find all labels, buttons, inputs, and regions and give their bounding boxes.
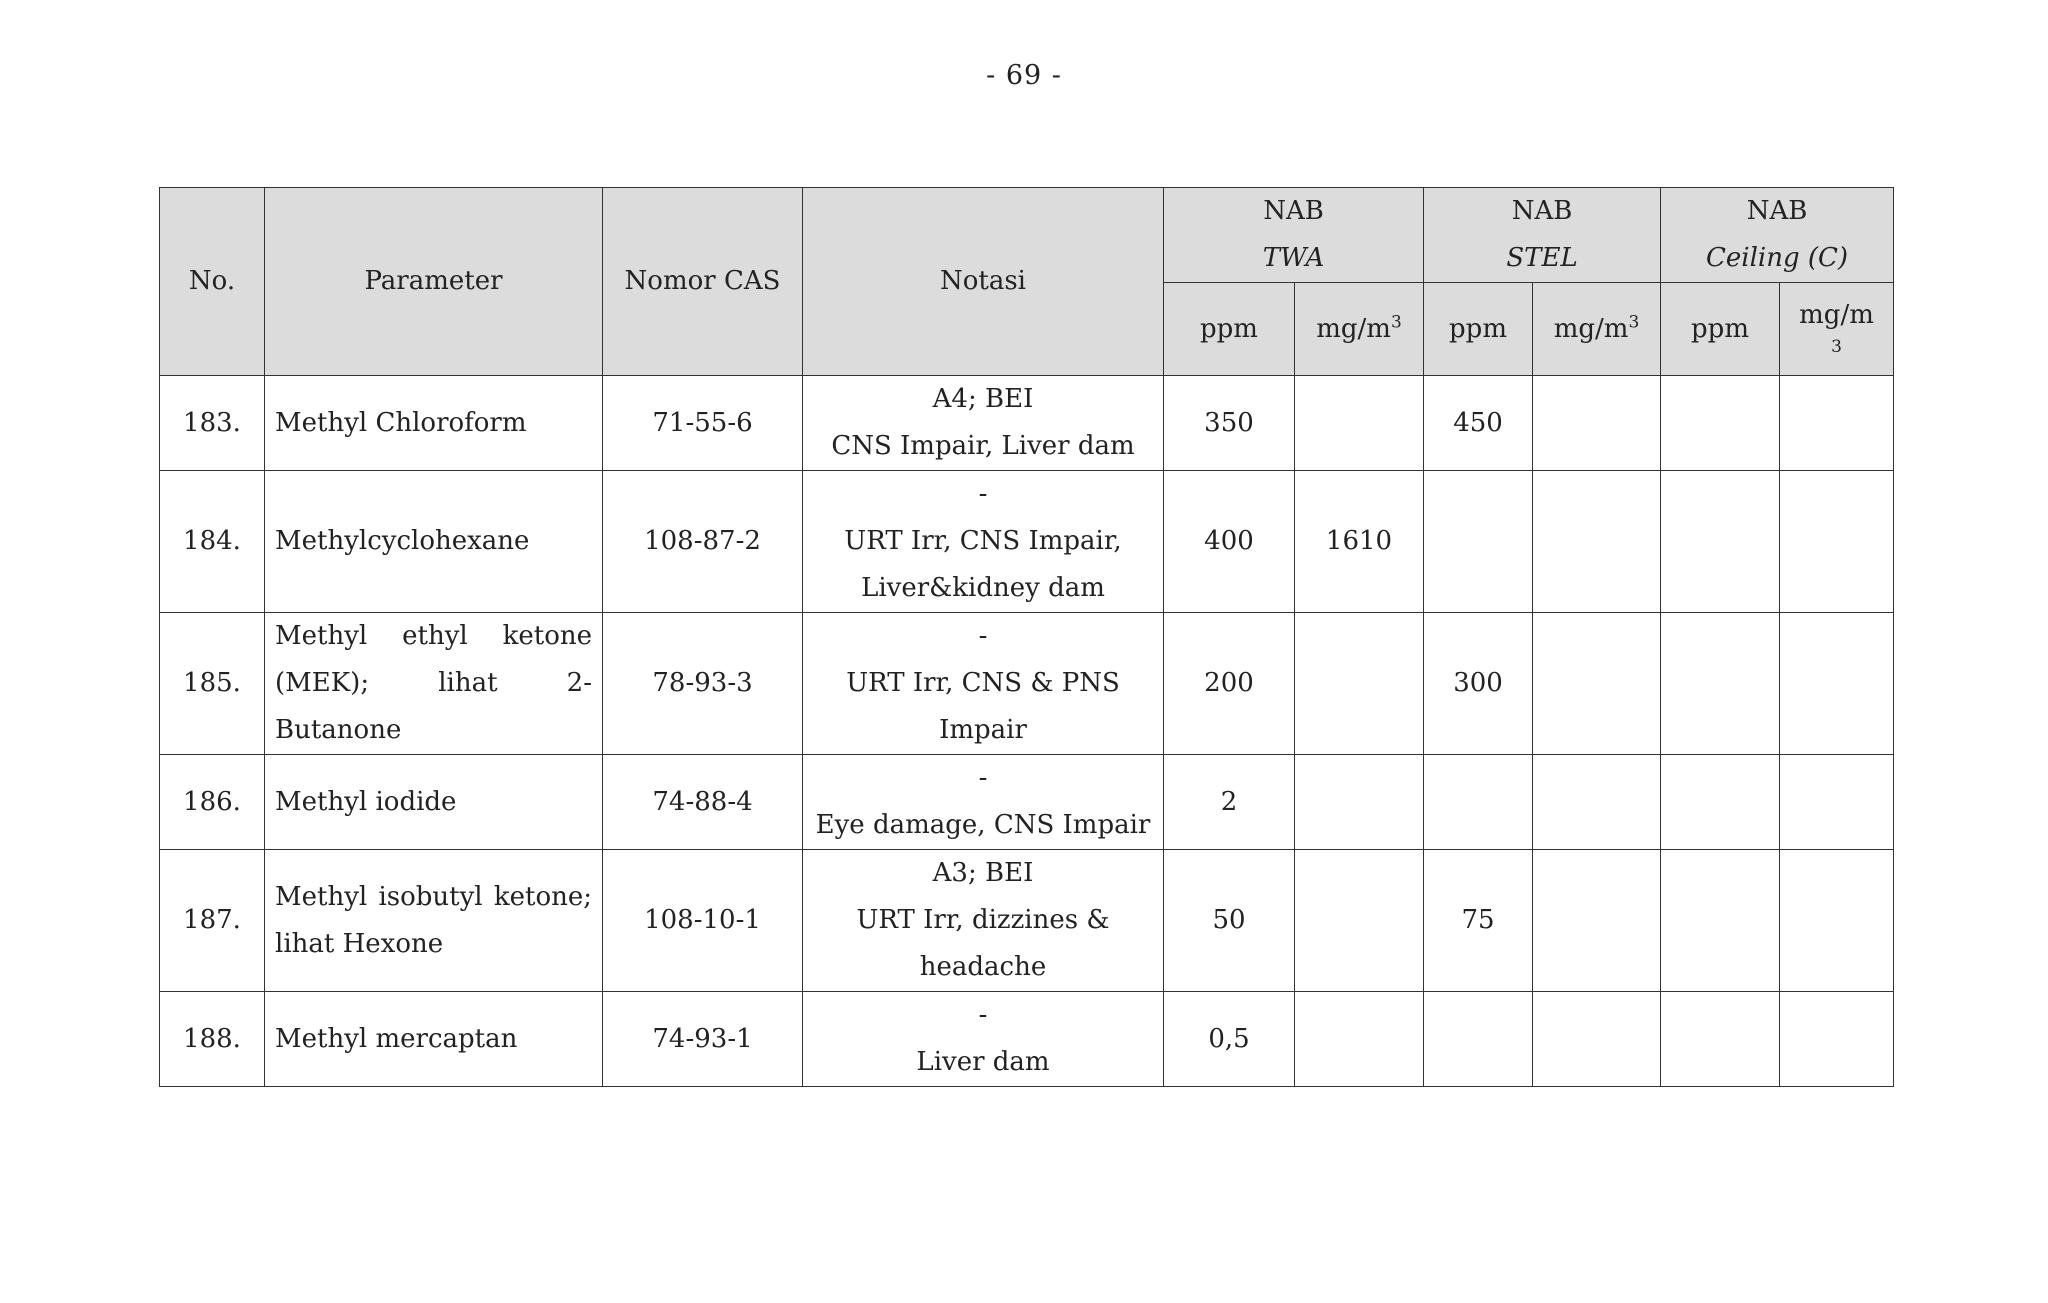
header-nab-twa <box>1164 188 1424 283</box>
header-notasi: Notasi <box>803 188 1164 376</box>
table-row <box>160 471 1894 613</box>
cell-stel-ppm <box>1424 755 1533 850</box>
cell-cas: 74-93-1 <box>603 992 803 1087</box>
cell-stel-mgm <box>1533 613 1661 755</box>
cell-twa-mgm <box>1295 992 1424 1087</box>
cell-ceiling-ppm <box>1661 471 1780 613</box>
cell-twa-mgm <box>1295 850 1424 992</box>
table-body <box>160 376 1894 1087</box>
cell-no: 187. <box>160 850 265 992</box>
notasi-line: A3; BEI <box>932 858 1034 888</box>
notasi-line: headache <box>919 952 1047 982</box>
header-stel-ppm: ppm <box>1424 283 1533 376</box>
header-twa-ppm: ppm <box>1164 283 1295 376</box>
cell-twa-mgm <box>1295 755 1424 850</box>
cell-notasi <box>803 992 1164 1087</box>
cell-twa-ppm: 50 <box>1164 850 1295 992</box>
cell-notasi <box>803 613 1164 755</box>
cell-twa-mgm <box>1295 613 1424 755</box>
notasi-line: - <box>978 763 988 793</box>
cell-cas: 71-55-6 <box>603 376 803 471</box>
notasi-line: Liver dam <box>916 1047 1050 1077</box>
notasi-line: Impair <box>939 715 1027 745</box>
cell-ceiling-mgm <box>1780 850 1894 992</box>
cell-no: 184. <box>160 471 265 613</box>
cell-ceiling-mgm <box>1780 992 1894 1087</box>
header-twa-mgm <box>1295 283 1424 376</box>
header-cas: Nomor CAS <box>603 188 803 376</box>
cell-parameter: Methylcyclohexane <box>265 471 603 613</box>
header-twa-mgm-exp: 3 <box>1390 311 1402 332</box>
header-ceiling-top: NAB <box>1746 196 1808 226</box>
table-row <box>160 613 1894 755</box>
cell-ceiling-ppm <box>1661 376 1780 471</box>
notasi-line: CNS Impair, Liver dam <box>831 431 1135 461</box>
header-nab-stel <box>1424 188 1661 283</box>
cell-ceiling-mgm <box>1780 613 1894 755</box>
notasi-line: - <box>978 479 988 509</box>
cell-stel-ppm: 450 <box>1424 376 1533 471</box>
header-ceiling-mgm-exp: 3 <box>1831 337 1842 357</box>
header-ceiling-mgm-unit: mg/m <box>1799 300 1874 330</box>
cell-cas: 78-93-3 <box>603 613 803 755</box>
notasi-line: URT Irr, CNS & PNS <box>846 668 1120 698</box>
cell-cas: 108-10-1 <box>603 850 803 992</box>
cell-no: 185. <box>160 613 265 755</box>
header-parameter: Parameter <box>265 188 603 376</box>
header-ceiling-sub: Ceiling (C) <box>1705 243 1849 273</box>
cell-twa-mgm <box>1295 376 1424 471</box>
cell-notasi <box>803 755 1164 850</box>
table-row <box>160 376 1894 471</box>
cell-ceiling-ppm <box>1661 992 1780 1087</box>
table-row <box>160 850 1894 992</box>
nab-table <box>159 187 1894 1087</box>
cell-ceiling-ppm <box>1661 850 1780 992</box>
header-stel-mgm-unit: mg/m <box>1553 313 1629 344</box>
cell-ceiling-ppm <box>1661 613 1780 755</box>
table-row <box>160 755 1894 850</box>
cell-stel-mgm <box>1533 992 1661 1087</box>
notasi-line: Eye damage, CNS Impair <box>815 810 1151 840</box>
cell-ceiling-mgm <box>1780 376 1894 471</box>
cell-notasi <box>803 376 1164 471</box>
cell-notasi <box>803 471 1164 613</box>
header-no: No. <box>160 188 265 376</box>
header-stel-mgm <box>1533 283 1661 376</box>
cell-twa-ppm: 350 <box>1164 376 1295 471</box>
header-stel-sub: STEL <box>1506 243 1578 273</box>
cell-parameter: Methyl mercaptan <box>265 992 603 1087</box>
cell-notasi <box>803 850 1164 992</box>
notasi-line: - <box>978 1000 988 1030</box>
cell-stel-mgm <box>1533 850 1661 992</box>
cell-parameter: Methyl iodide <box>265 755 603 850</box>
cell-stel-mgm <box>1533 755 1661 850</box>
cell-twa-ppm: 2 <box>1164 755 1295 850</box>
table-header <box>160 188 1894 376</box>
cell-cas: 108-87-2 <box>603 471 803 613</box>
header-ceiling-mgm <box>1780 283 1894 376</box>
cell-stel-ppm: 300 <box>1424 613 1533 755</box>
cell-twa-ppm: 0,5 <box>1164 992 1295 1087</box>
cell-no: 186. <box>160 755 265 850</box>
cell-parameter: Methyl isobutyl ketone; lihat Hexone <box>265 850 603 992</box>
header-twa-mgm-unit: mg/m <box>1316 313 1391 344</box>
header-twa-sub: TWA <box>1262 243 1325 273</box>
cell-stel-mgm <box>1533 471 1661 613</box>
cell-parameter: Methyl Chloroform <box>265 376 603 471</box>
notasi-line: - <box>978 621 988 651</box>
cell-no: 188. <box>160 992 265 1087</box>
cell-ceiling-mgm <box>1780 471 1894 613</box>
notasi-line: Liver&kidney dam <box>861 573 1105 603</box>
cell-twa-mgm: 1610 <box>1295 471 1424 613</box>
cell-ceiling-mgm <box>1780 755 1894 850</box>
cell-no: 183. <box>160 376 265 471</box>
page-number: - 69 - <box>986 60 1062 91</box>
cell-twa-ppm: 400 <box>1164 471 1295 613</box>
table-row <box>160 992 1894 1087</box>
notasi-line: URT Irr, dizzines & <box>856 905 1110 935</box>
notasi-line: URT Irr, CNS Impair, <box>844 526 1122 556</box>
cell-twa-ppm: 200 <box>1164 613 1295 755</box>
cell-stel-mgm <box>1533 376 1661 471</box>
cell-stel-ppm: 75 <box>1424 850 1533 992</box>
header-stel-top: NAB <box>1511 196 1573 226</box>
header-ceiling-ppm: ppm <box>1661 283 1780 376</box>
cell-stel-ppm <box>1424 992 1533 1087</box>
header-stel-mgm-exp: 3 <box>1628 311 1640 332</box>
header-twa-top: NAB <box>1263 196 1324 226</box>
header-nab-ceiling <box>1661 188 1894 283</box>
cell-stel-ppm <box>1424 471 1533 613</box>
cell-cas: 74-88-4 <box>603 755 803 850</box>
notasi-line: A4; BEI <box>932 384 1034 414</box>
cell-parameter: Methyl ethyl ketone (MEK); lihat 2-Butanone <box>265 613 603 755</box>
cell-ceiling-ppm <box>1661 755 1780 850</box>
